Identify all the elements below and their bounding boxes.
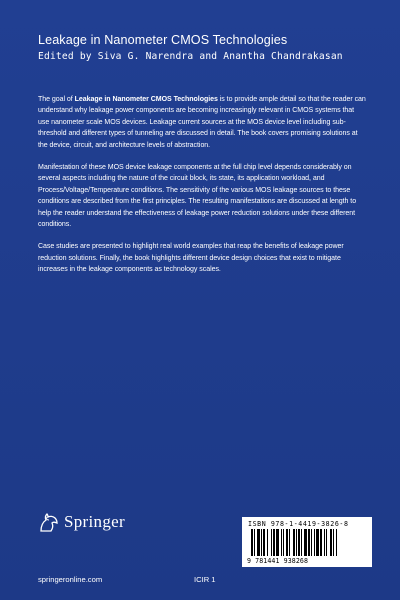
- book-editors: Edited by Siva G. Narendra and Anantha Chandrakasan: [38, 51, 343, 62]
- publisher-name: Springer: [64, 512, 125, 531]
- barcode-bar: [308, 529, 310, 556]
- barcode-bar: [254, 529, 255, 556]
- description-paragraph-2: Manifestation of these MOS device leakage components at the full chip level depends considerably on several aspects including the nature of the circuit block, its state, its application workload, and Process/Voltage/Temperature conditions. The sensitivity of the various MOS leakage sources to these conditions are described from the first principles. The resulting manifestations are discussed at length to help the reader understand the effectiveness of leakage power reduction solutions under these different conditions.: [38, 164, 357, 229]
- publisher-logo: [38, 512, 125, 532]
- barcode-bar: [251, 529, 253, 556]
- barcode-bar: [263, 529, 265, 556]
- description: [38, 94, 366, 287]
- barcode-bar: [261, 529, 262, 556]
- barcode-bar: [314, 529, 315, 556]
- book-title: Leakage in Nanometer CMOS Technologies: [38, 33, 288, 47]
- barcode-bar: [267, 529, 268, 556]
- barcode-bar: [326, 529, 327, 556]
- barcode-bar: [298, 529, 300, 556]
- springer-horse-icon: [38, 512, 60, 532]
- barcode-bar: [301, 529, 302, 556]
- p1-intro: The goal of: [38, 96, 75, 103]
- barcode-bar: [257, 529, 260, 556]
- barcode-bar: [289, 529, 290, 556]
- barcode-bar: [316, 529, 319, 556]
- barcode-bar: [330, 529, 332, 556]
- barcode-bar: [286, 529, 288, 556]
- barcode-bar: [281, 529, 282, 556]
- catalog-code: ICIR 1: [194, 575, 216, 584]
- barcode-bar: [271, 529, 272, 556]
- isbn-label: ISBN 978-1-4419-3826-8: [248, 520, 349, 528]
- p1-rest: is to provide ample detail so that the reader can understand why leakage power components are becoming increasingly relevant in CMOS systems that use nanometer scale MOS devices. Leakage current sources at the MOS device level including sub-threshold and different types of tunneling are discussed in detail. The book covers promising solutions at the device, circuit, and architecture levels of abstraction.: [38, 96, 366, 149]
- p1-book-title: Leakage in Nanometer CMOS Technologies: [74, 96, 218, 103]
- barcode-bar: [311, 529, 312, 556]
- publisher-website: springeronline.com: [38, 575, 103, 584]
- barcode-bars: [251, 529, 363, 556]
- barcode-bar: [324, 529, 325, 556]
- barcode-bar: [320, 529, 322, 556]
- barcode-bar: [336, 529, 337, 556]
- barcode-bar: [276, 529, 279, 556]
- barcode-bar: [283, 529, 284, 556]
- barcode-bar: [293, 529, 295, 556]
- barcode-bar: [273, 529, 275, 556]
- barcode-bar: [304, 529, 307, 556]
- barcode: [242, 517, 372, 567]
- barcode-bar: [296, 529, 297, 556]
- isbn-digits: 9 781441 938268: [247, 557, 309, 565]
- barcode-bar: [333, 529, 334, 556]
- description-paragraph-3: Case studies are presented to highlight real world examples that reap the benefits of leakage power reduction solutions. Finally, the book highlights different device design choices that exist to mitigate increases in the leakage components as technology scales.: [38, 243, 344, 274]
- description-paragraph-1: [38, 94, 366, 151]
